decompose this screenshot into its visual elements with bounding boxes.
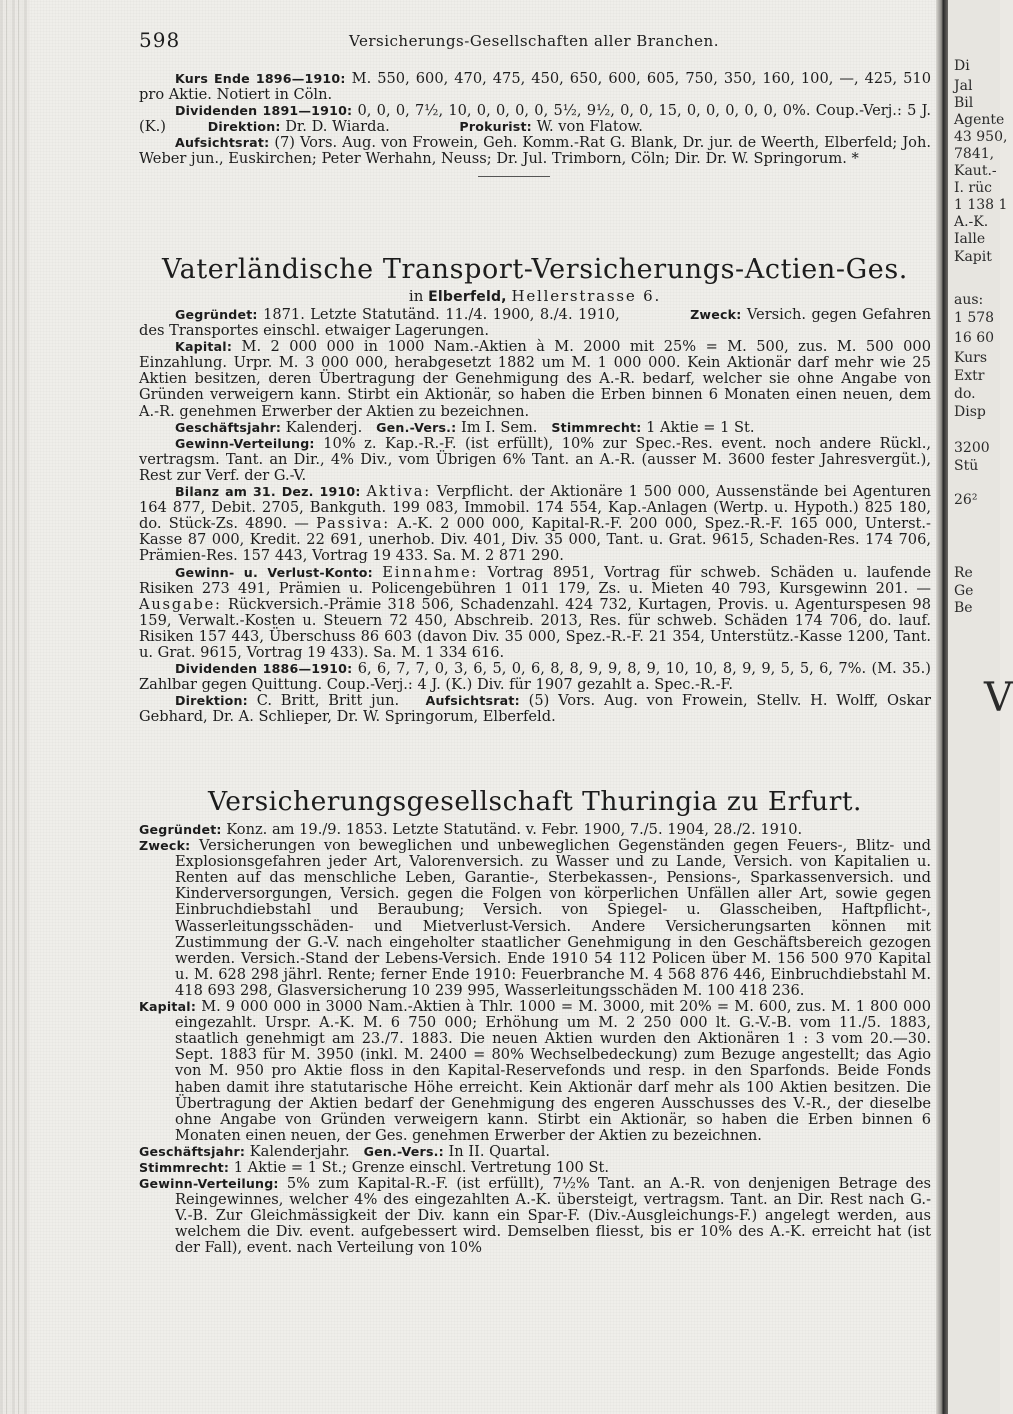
gewinnverteilung-label: Gewinn-Verteilung: bbox=[175, 435, 315, 451]
geschaeftsjahr-paragraph bbox=[139, 1144, 931, 1160]
kurs-text: M. 550, 600, 470, 475, 450, 650, 600, 605, 750, 350, 160, 100, —, 425, 510 pro Aktie. Notiert in Cöln. bbox=[139, 70, 932, 104]
page-header bbox=[139, 28, 929, 58]
guv-paragraph bbox=[139, 565, 931, 662]
gegruendet-paragraph bbox=[139, 307, 931, 339]
section-previous-company bbox=[139, 71, 931, 168]
genvers-text: Im I. Sem. bbox=[461, 418, 538, 436]
stimmrecht-paragraph bbox=[139, 1160, 931, 1176]
adjacent-fragment: 43 950, bbox=[954, 129, 1008, 145]
adjacent-fragment: 16 60 bbox=[954, 330, 995, 346]
gegruendet-label: Gegründet: bbox=[139, 822, 222, 837]
geschaeftsjahr-paragraph bbox=[139, 420, 931, 436]
gewinnverteilung-paragraph bbox=[139, 1176, 931, 1256]
direktion-label: Direktion: bbox=[175, 693, 248, 709]
adjacent-fragment: Ialle bbox=[954, 231, 986, 247]
gegruendet-text: Konz. am 19./9. 1853. Letzte Statutänd. v. Febr. 1900, 7./5. 1904, 28./2. 1910. bbox=[226, 821, 803, 838]
geschaeftsjahr-text: Kalenderj. bbox=[285, 418, 363, 436]
adjacent-page-strip bbox=[948, 0, 1013, 1414]
kapital-paragraph bbox=[139, 339, 931, 419]
adjacent-fragment: Ge bbox=[954, 583, 974, 599]
kapital-text: M. 2 000 000 in 1000 Nam.-Aktien à M. 2000 mit 25% = M. 500, zus. M. 500 000 Einzahlung. Urpr. M. 3 000 000, herabgesetzt 1882 um M. 1 000 000. Kein Aktionär darf mehr wie 25 Aktien besitzen, deren Übertragung der Genehmigung des A.-R. bedarf, welcher sie ohne Angabe von Gründen verweigern kann. Stirbt ein Aktionär, so haben die Erben binnen 6 Monaten einen neuen, dem A.-R. genehmen Erwerber der Aktien zu bezeichnen. bbox=[139, 338, 931, 420]
adjacent-fragment: 1 578 bbox=[954, 310, 995, 326]
company-title-thuringia: Versicherungsgesellschaft Thuringia zu Erfurt. bbox=[208, 786, 862, 817]
dividenden-paragraph bbox=[139, 661, 931, 693]
adjacent-fragment: 1 138 1 bbox=[954, 197, 1008, 213]
guv-einnahme-text: Vortrag 8951, Vortrag für schweb. Schäden u. laufende Risiken 273 491, Prämien u. Policengebühren 1 011 179, Zs. u. Mieten 40 793, Kursgewinn 201. — bbox=[139, 563, 931, 597]
location-prefix: in bbox=[408, 287, 424, 305]
adjacent-fragment: I. rüc bbox=[954, 180, 992, 196]
dividenden-label: Dividenden 1886—1910: bbox=[175, 661, 353, 677]
stimmrecht-label: Stimmrecht: bbox=[551, 419, 642, 435]
direktion-text: Dr. D. Wiarda. bbox=[285, 118, 390, 136]
kurs-paragraph bbox=[139, 71, 931, 103]
stimmrecht-text: 1 Aktie = 1 St. bbox=[646, 418, 755, 436]
dividends-paragraph bbox=[139, 103, 931, 135]
adjacent-fragment: Bil bbox=[954, 95, 974, 111]
geschaeftsjahr-label: Geschäftsjahr: bbox=[175, 419, 282, 435]
running-head: Versicherungs-Gesellschaften aller Branchen. bbox=[349, 32, 719, 50]
kapital-label: Kapital: bbox=[175, 339, 233, 355]
geschaeftsjahr-text: Kalenderjahr. bbox=[249, 1142, 350, 1160]
kapital-text: M. 9 000 000 in 3000 Nam.-Aktien à Thlr. 1000 = M. 3000, mit 20% = M. 600, zus. M. 1 800 000 eingezahlt. Urspr. A.-K. M. 6 750 000; Erhöhung um M. 2 250 000 lt. G.-V.-B. vom 11./5. 1883, staatlich genehmigt am 23./7. 1883. Die neuen Aktien wurden den Aktionären 1 : 3 vom 20.—30. Sept. 1883 für M. 3950 (inkl. M. 2400 = 80% Wechselbedeckung) zum Bezuge angestellt; das Agio von M. 950 pro Aktie floss in den Kapital-Reservefonds und resp. in den Sparfonds. Beide Fonds haben damit ihre statutarische Höhe erreicht. Kein Aktionär darf mehr als 100 Aktien besitzen. Die Übertragung der Aktien bedarf der Genehmigung des engeren Ausschusses des V.-R., der dieselbe ohne Angabe von Gründen verweigern kann. Stirbt ein Aktionär, so haben die Erben binnen 6 Monaten einen neuen, der Ges. genehmen Erwerber der Aktien zu bezeichnen. bbox=[175, 998, 931, 1144]
adjacent-fragment: Kurs bbox=[954, 350, 988, 366]
guv-einnahme-label: Einnahme: bbox=[382, 563, 479, 581]
gewinnverteilung-paragraph bbox=[139, 436, 931, 484]
bilanz-passiva-label: Passiva: bbox=[316, 515, 390, 533]
adjacent-fragment: 26² bbox=[954, 492, 978, 508]
aufsichtsrat-text: (5) Vors. Aug. von Frowein, Stellv. H. Wolff, Oskar Gebhard, Dr. A. Schlieper, Dr. W. Springorum, Elberfeld. bbox=[139, 692, 932, 726]
zweck-text: Versicherungen von beweglichen und unbeweglichen Gegenständen gegen Feuers-, Blitz- und Explosionsgefahren jeder Art, Valorenversich. zu Wasser und zu Lande, Versich. von Kapitalien u. Renten auf das menschliche Leben, Garantie-, Sterbekassen-, Pensions-, Sparkassenversich. und Kinderversorgungen, Versich. gegen die Folgen von körperlichen Unfällen aller Art, sowie gegen Einbruchdiebstahl und Beraubung; Versich. von Spiegel- u. Glasscheiben, Haftpflicht-, Wasserleitungsschäden- und Mietverlust-Versich. Andere Versicherungsarten können mit Zustimmung der G.-V. nach eingeholter staatlicher Genehmigung in den Geschäftsbereich gezogen werden. Versich.-Stand der Lebens-Versich. Ende 1910 54 112 Policen über M. 156 500 970 Kapital u. M. 628 298 jährl. Rente; ferner Ende 1910: Feuerbranche M. 4 568 876 446, Einbruchdiebstahl M. 418 693 298, Glasversicherung 10 239 995, Wasserleitungsschäden M. 100 418 236. bbox=[175, 837, 932, 999]
location-city: Elberfeld, bbox=[428, 289, 507, 305]
bilanz-paragraph bbox=[139, 484, 931, 564]
book-spine-shadow bbox=[936, 0, 948, 1414]
geschaeftsjahr-label: Geschäftsjahr: bbox=[139, 1143, 246, 1159]
gegruendet-paragraph bbox=[139, 822, 931, 838]
adjacent-fragment: do. bbox=[954, 386, 976, 402]
prokurist-label: Prokurist: bbox=[459, 119, 532, 135]
zweck-paragraph bbox=[139, 838, 931, 999]
adjacent-fragment: Stü bbox=[954, 458, 979, 474]
genvers-label: Gen.-Vers.: bbox=[376, 419, 457, 435]
page-gutter-shadow bbox=[0, 0, 30, 1414]
dividenden-text: 6, 6, 7, 7, 0, 3, 6, 5, 0, 6, 8, 8, 9, 9, 8, 9, 10, 10, 8, 9, 9, 5, 5, 6, 7%. (M. 35.) Zahlbar gegen Quittung. Coup.-Verj.: 4 J. (K.) Div. für 1907 gezahlt a. Spec.-R.-F. bbox=[139, 660, 932, 694]
adjacent-fragment: Kapit bbox=[954, 249, 992, 265]
bilanz-aktiva-label: Aktiva: bbox=[366, 483, 431, 501]
kapital-paragraph bbox=[139, 999, 931, 1144]
adjacent-fragment: Re bbox=[954, 565, 973, 581]
aufsichtsrat-text: (7) Vors. Aug. von Frowein, Geh. Komm.-Rat G. Blank, Dr. jur. de Weerth, Elberfeld; Joh. Weber jun., Euskirchen; Peter Werhahn, Neuss; Dr. Jul. Trimborn, Cöln; Dir. Dr. W. Springorum. * bbox=[139, 134, 932, 168]
genvers-label: Gen.-Vers.: bbox=[363, 1143, 444, 1159]
company-location bbox=[139, 287, 931, 305]
direktion-label: Direktion: bbox=[207, 119, 281, 135]
gewinnverteilung-text: 5% zum Kapital-R.-F. (ist erfüllt), 7½% Tant. an A.-R. von denjenigen Betrage des Reingewinnes, welcher 4% des eingezahlten A.-K. übersteigt, vertragsm. Tant. an Dir. Rest nach G.-V.-B. Zur Gleichmässigkeit der Div. kann ein Spar-F. (Div.-Ausgleichungs-F.) angelegt werden, aus welchem die Div. event. aufgebessert wird. Demselben fliesst, bis er 10% des A.-K. erreicht hat (ist der Fall), event. nach Verteilung von 10% bbox=[175, 1175, 932, 1257]
section-vaterlaendische-body bbox=[139, 307, 931, 725]
prokurist-text: W. von Flatow. bbox=[536, 118, 643, 136]
genvers-text: In II. Quartal. bbox=[448, 1142, 551, 1160]
bilanz-passiva-text: A.-K. 2 000 000, Kapital-R.-F. 200 000, Spez.-R.-F. 165 000, Unterst.-Kasse 87 000, Kredit. 22 691, unerhob. Div. 401, Div. 35 000, Tant. u. Grat. 9615, Schaden-Res. 174 706, Prämien-Res. 157 443, Vortrag 19 433. Sa. M. 2 871 290. bbox=[139, 515, 931, 565]
adjacent-title-letter: V bbox=[984, 675, 1013, 721]
gewinnverteilung-label: Gewinn-Verteilung: bbox=[139, 1176, 279, 1192]
stimmrecht-label: Stimmrecht: bbox=[139, 1159, 230, 1175]
stimmrecht-text: 1 Aktie = 1 St.; Grenze einschl. Vertretung 100 St. bbox=[233, 1158, 609, 1176]
kurs-label: Kurs Ende 1896—1910: bbox=[175, 71, 346, 86]
dividends-label: Dividenden 1891—1910: bbox=[175, 103, 353, 119]
section-divider bbox=[478, 176, 550, 177]
adjacent-fragment: 7841, bbox=[954, 146, 995, 162]
adjacent-fragment: Kaut.- bbox=[954, 163, 997, 179]
page-number: 598 bbox=[139, 28, 181, 52]
adjacent-fragment: aus: bbox=[954, 292, 984, 308]
adjacent-fragment: Be bbox=[954, 600, 973, 616]
adjacent-fragment: Disp bbox=[954, 404, 986, 420]
zweck-text: Versich. gegen Gefahren des Transportes einschl. etwaiger Lagerungen. bbox=[139, 306, 932, 340]
zweck-label: Zweck: bbox=[139, 838, 191, 854]
adjacent-fragment: Agente bbox=[954, 112, 1005, 128]
direktion-text: C. Britt, Britt jun. bbox=[256, 692, 400, 710]
kapital-label: Kapital: bbox=[139, 999, 197, 1015]
dividends-text: 0, 0, 0, 7½, 10, 0, 0, 0, 0, 5½, 9½, 0, 0, 15, 0, 0, 0, 0, 0, 0%. Coup.-Verj.: 5 J. (K.) bbox=[139, 102, 931, 136]
aufsichtsrat-label: Aufsichtsrat: bbox=[425, 693, 520, 709]
adjacent-fragment: 3200 bbox=[954, 440, 990, 456]
adjacent-fragment: A.-K. bbox=[954, 214, 989, 230]
company-title-vaterlaendische: Vaterländische Transport-Versicherungs-Actien-Ges. bbox=[162, 254, 908, 285]
guv-ausgabe-label: Ausgabe: bbox=[139, 595, 222, 613]
gewinnverteilung-text: 10% z. Kap.-R.-F. (ist erfüllt), 10% zur Spec.-Res. event. noch andere Rückl., vertragsm. Tant. an Dir., 4% Div., vom Übrigen 6% Tant. an A.-R. (ausser M. 3600 fester Jahresvergüt.), Rest zur Verf. der G.-V. bbox=[139, 434, 931, 484]
bilanz-label: Bilanz am 31. Dez. 1910: bbox=[175, 484, 361, 500]
gegruendet-label: Gegründet: bbox=[175, 307, 258, 322]
gegruendet-text: 1871. Letzte Statutänd. 11./4. 1900, 8./4. 1910, bbox=[263, 306, 620, 323]
aufsichtsrat-label: Aufsichtsrat: bbox=[175, 135, 270, 151]
adjacent-fragment: Di bbox=[954, 58, 970, 74]
direktion-paragraph bbox=[139, 693, 931, 725]
guv-label: Gewinn- u. Verlust-Konto: bbox=[175, 564, 373, 580]
section-thuringia-body bbox=[139, 822, 931, 1257]
guv-ausgabe-text: Rückversich.-Prämie 318 506, Schadenzahl. 424 732, Kurtagen, Provis. u. Agenturspesen 98 159, Verwalt.-Kosten u. Steuern 72 450, Abschreib. 2013, Res. für schweb. Schäden 174 706, do. lauf. Risiken 157 443, Überschuss 86 603 (davon Div. 35 000, Spez.-R.-F. 21 354, Unterstütz.-Kasse 1200, Tant. u. Grat. 9615, Vortrag 19 433). Sa. M. 1 334 616. bbox=[139, 595, 931, 661]
location-street: Hellerstrasse 6. bbox=[511, 287, 662, 305]
bilanz-aktiva-text: Verpflicht. der Aktionäre 1 500 000, Aussenstände bei Agenturen 164 877, Debit. 2705, Bankguth. 199 083, Immobil. 174 554, Kap.-Anlagen (Wertp. u. Hypoth.) 825 180, do. Stück-Zs. 4890. — bbox=[139, 483, 932, 533]
adjacent-fragment: Extr bbox=[954, 368, 985, 384]
aufsichtsrat-paragraph bbox=[139, 135, 931, 167]
adjacent-fragment: Jal bbox=[954, 78, 973, 94]
zweck-label: Zweck: bbox=[690, 307, 742, 322]
